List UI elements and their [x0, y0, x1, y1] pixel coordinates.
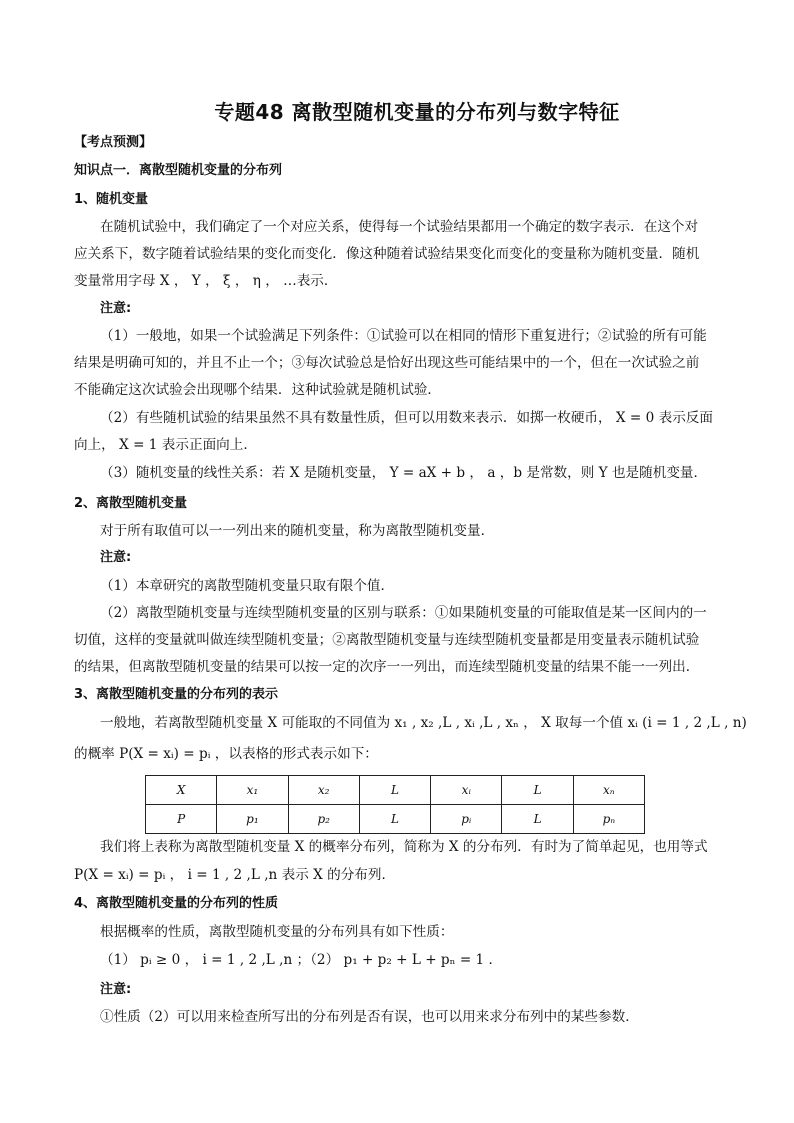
note-line: ①性质（2）可以用来检查所写出的分布列是否有误，也可以用来求分布列中的某些参数．: [100, 1009, 639, 1025]
table-cell: pₙ: [573, 805, 644, 834]
heading-distribution-table: 3、离散型随机变量的分布列的表示: [74, 687, 279, 702]
table-row: [146, 805, 645, 834]
note-label: 注意:: [100, 982, 132, 997]
table-cell: xₙ: [573, 776, 644, 805]
table-cell: P: [146, 805, 217, 834]
paragraph-line: 应关系下，数字随着试验结果的变化而变化．像这种随着试验结果变化而变化的变量称为随机变量．随机: [74, 246, 700, 262]
paragraph-line: 根据概率的性质，离散型随机变量的分布列具有如下性质：: [100, 924, 454, 940]
note-line: 结果是明确可知的，并且不止一个；③每次试验总是恰好出现这些可能结果中的一个，但在一次试验之前: [74, 355, 700, 371]
paragraph-line: 变量常用字母 X ， Y ， ξ ， η ， …表示．: [74, 273, 338, 289]
note-label: 注意:: [100, 301, 132, 316]
note-line: 切值，这样的变量就叫做连续型随机变量；②离散型随机变量与连续型随机变量都是用变量表示随机试验: [74, 632, 700, 648]
table-row: [146, 776, 645, 805]
paragraph-line: 在随机试验中，我们确定了一个对应关系，使得每一个试验结果都用一个确定的数字表示．在这个对: [100, 219, 699, 235]
table-cell: pᵢ: [431, 805, 502, 834]
table-cell: p₁: [217, 805, 288, 834]
paragraph-line: 一般地，若离散型随机变量 X 可能取的不同值为 x₁ , x₂ ,L , xᵢ ,L , xₙ ， X 取每一个值 xᵢ (i = 1 , 2 ,L , n): [100, 715, 747, 731]
table-cell: x₁: [217, 776, 288, 805]
table-cell: p₂: [288, 805, 359, 834]
page-title: 专题48 离散型随机变量的分布列与数字特征: [214, 100, 620, 124]
paragraph-line: 我们将上表称为离散型随机变量 X 的概率分布列，简称为 X 的分布列．有时为了简单起见，也用等式: [100, 839, 708, 855]
note-line: 不能确定这次试验会出现哪个结果．这种试验就是随机试验．: [74, 382, 442, 398]
table-cell: x₂: [288, 776, 359, 805]
table-cell: L: [359, 776, 430, 805]
note-line: 向上， X = 1 表示正面向上．: [74, 437, 257, 453]
heading-distribution-properties: 4、离散型随机变量的分布列的性质: [74, 896, 279, 911]
heading-discrete-variable: 2、离散型随机变量: [74, 496, 188, 511]
table-cell: L: [359, 805, 430, 834]
distribution-table: [145, 775, 645, 834]
heading-random-variable: 1、随机变量: [74, 192, 149, 207]
note-line: （3）随机变量的线性关系：若 X 是随机变量， Y = aX + b ， a ，b 是常数，则 Y 也是随机变量．: [100, 465, 708, 481]
note-line: （1）一般地，如果一个试验满足下列条件：①试验可以在相同的情形下重复进行；②试验的所有可能: [100, 328, 707, 344]
note-line: （1）本章研究的离散型随机变量只取有限个值．: [100, 578, 395, 594]
paragraph-line: P(X = xᵢ) = pᵢ ， i = 1 , 2 ,L ,n 表示 X 的分布列．: [74, 867, 396, 883]
note-line: （2）有些随机试验的结果虽然不具有数量性质，但可以用数来表示．如掷一枚硬币， X = 0 表示反面: [100, 410, 713, 426]
table-cell: X: [146, 776, 217, 805]
note-line: 的结果，但离散型随机变量的结果可以按一定的次序一一列出，而连续型随机变量的结果不能一一列出．: [74, 659, 700, 675]
knowledge-point-heading: 知识点一．离散型随机变量的分布列: [74, 163, 283, 178]
note-label: 注意:: [100, 550, 132, 565]
paragraph-line: 对于所有取值可以一一列出来的随机变量，称为离散型随机变量．: [100, 523, 495, 539]
table-cell: L: [502, 805, 573, 834]
paragraph-line: （1） pᵢ ≥ 0 ， i = 1 , 2 ,L ,n ；（2） p₁ + p₂ + L + pₙ = 1 ．: [100, 952, 503, 968]
table-cell: xᵢ: [431, 776, 502, 805]
paragraph-line: 的概率 P(X = xᵢ) = pᵢ ，以表格的形式表示如下：: [74, 746, 378, 762]
note-line: （2）离散型随机变量与连续型随机变量的区别与联系：①如果随机变量的可能取值是某一区间内的一: [100, 605, 707, 621]
table-cell: L: [502, 776, 573, 805]
section-tag: 【考点预测】: [74, 135, 153, 150]
